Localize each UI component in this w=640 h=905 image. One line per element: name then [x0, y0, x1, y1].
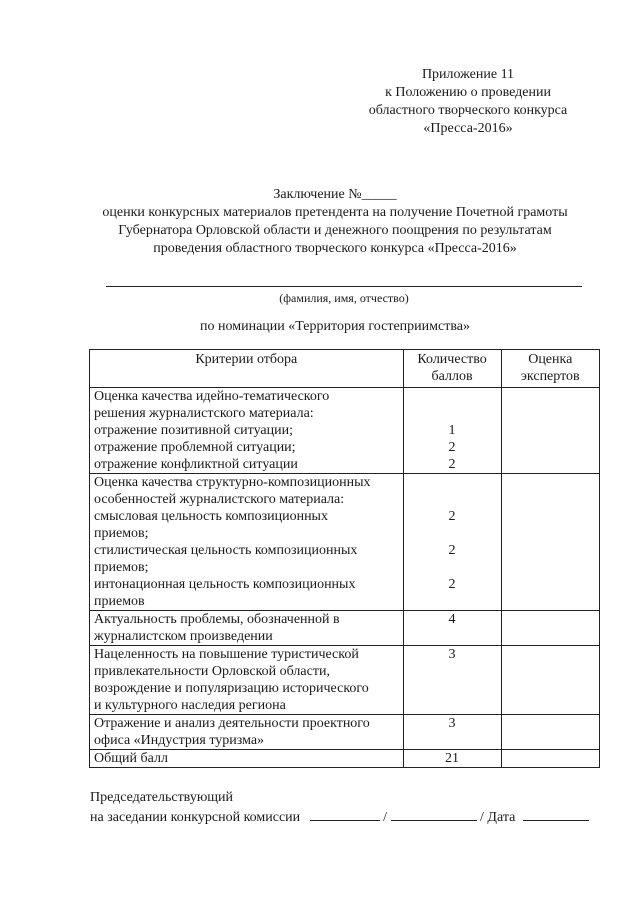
appendix-line: Приложение 11: [421, 67, 515, 82]
appendix-header: [360, 66, 576, 138]
points-value: [408, 525, 497, 542]
criteria-cell: [90, 388, 404, 474]
criteria-line: Отражение и анализ деятельности проектного: [94, 716, 370, 731]
criteria-line: журналистском произведении: [94, 629, 273, 644]
points-cell: [403, 474, 501, 611]
appendix-line: к Положению о проведении: [385, 85, 551, 100]
points-value: [408, 663, 497, 680]
criteria-cell: [90, 715, 404, 750]
criteria-line: Нацеленность на повышение туристической: [94, 647, 359, 662]
name-fill-line[interactable]: [106, 286, 582, 287]
appendix-line: «Пресса-2016»: [423, 121, 513, 136]
points-value: [408, 474, 497, 491]
table-row: [90, 646, 600, 715]
criteria-line: интонационная цельность композиционных: [94, 577, 356, 592]
criteria-line: особенностей журналистского материала:: [94, 492, 345, 507]
criteria-table: [89, 349, 600, 768]
points-value: 3: [448, 647, 456, 662]
points-cell: [403, 646, 501, 715]
table-row: [90, 611, 600, 646]
expert-rating-cell[interactable]: [501, 715, 599, 750]
expert-rating-cell[interactable]: [501, 750, 599, 768]
criteria-line: Оценка качества идейно-тематического: [94, 389, 330, 404]
criteria-line: решения журналистского материала:: [94, 406, 314, 421]
points-value: [408, 388, 497, 405]
points-value: [408, 680, 497, 697]
points-value: [408, 405, 497, 422]
criteria-cell: [90, 474, 404, 611]
points-value: [408, 593, 497, 610]
criteria-cell: [90, 646, 404, 715]
points-value: [408, 732, 497, 749]
criteria-line: отражение позитивной ситуации;: [94, 423, 293, 438]
title-line: проведения областного творческого конкурса «Пресса-2016»: [153, 241, 517, 256]
points-value: 2: [448, 543, 456, 558]
points-value: [408, 491, 497, 508]
header-points: Количество баллов: [403, 350, 501, 388]
expert-rating-cell[interactable]: [501, 646, 599, 715]
points-value: 21: [445, 751, 460, 766]
criteria-line: стилистическая цельность композиционных: [94, 543, 358, 558]
title-line: Губернатора Орловской области и денежного поощрения по результатам: [118, 223, 552, 238]
criteria-line: приемов;: [94, 560, 149, 575]
appendix-line: областного творческого конкурса: [368, 103, 568, 118]
signature-line: [90, 807, 610, 825]
expert-rating-cell[interactable]: [501, 474, 599, 611]
signature-blank[interactable]: [310, 807, 380, 821]
points-value: [408, 628, 497, 645]
points-cell: [403, 715, 501, 750]
table-row: [90, 474, 600, 611]
criteria-line: Актуальность проблемы, обозначенной в: [94, 612, 340, 627]
table-row: [90, 750, 600, 768]
criteria-line: приемов;: [94, 526, 149, 541]
criteria-line: Оценка качества структурно-композиционных: [94, 475, 371, 490]
table-row: [90, 715, 600, 750]
criteria-line: приемов: [94, 594, 145, 609]
criteria-cell: [90, 750, 404, 768]
header-criteria: Критерии отбора: [90, 350, 404, 388]
points-value: 2: [448, 440, 456, 455]
criteria-line: отражение конфликтной ситуации: [94, 457, 298, 472]
points-value: 2: [448, 577, 456, 592]
criteria-line: смысловая цельность композиционных: [94, 509, 328, 524]
criteria-line: офиса «Индустрия туризма»: [94, 733, 265, 748]
expert-rating-cell[interactable]: [501, 611, 599, 646]
chairman-label: Председательствующий: [90, 790, 234, 805]
nomination-text: по номинации «Территория гостеприимства»: [200, 319, 470, 334]
document-title: [80, 186, 590, 258]
name-caption: (фамилия, имя, отчество): [279, 291, 409, 305]
table-header-row: [90, 350, 600, 388]
slash: /: [383, 810, 388, 825]
points-value: 2: [448, 509, 456, 524]
date-blank[interactable]: [523, 807, 589, 821]
points-value: 4: [448, 612, 456, 627]
points-cell: [403, 750, 501, 768]
points-cell: [403, 611, 501, 646]
header-rating: Оценка экспертов: [501, 350, 599, 388]
points-value: 3: [448, 716, 456, 731]
criteria-cell: [90, 611, 404, 646]
signature-block: [90, 789, 610, 825]
name-blank[interactable]: [391, 807, 477, 821]
commission-label: на заседании конкурсной комиссии: [90, 810, 301, 825]
title-line: оценки конкурсных материалов претендента на получение Почетной грамоты: [102, 205, 568, 220]
points-value: 1: [448, 423, 456, 438]
criteria-line: возрождение и популяризацию исторического: [94, 681, 369, 696]
points-cell: [403, 388, 501, 474]
expert-rating-cell[interactable]: [501, 388, 599, 474]
date-label: / Дата: [480, 810, 516, 825]
criteria-line: привлекательности Орловской области,: [94, 664, 330, 679]
criteria-line: отражение проблемной ситуации;: [94, 440, 296, 455]
points-value: [408, 559, 497, 576]
table-row: [90, 388, 600, 474]
points-value: [408, 697, 497, 714]
points-value: 2: [448, 457, 456, 472]
conclusion-heading: Заключение №_____: [273, 187, 397, 202]
criteria-line: Общий балл: [94, 751, 168, 766]
criteria-line: и культурного наследия региона: [94, 698, 286, 713]
